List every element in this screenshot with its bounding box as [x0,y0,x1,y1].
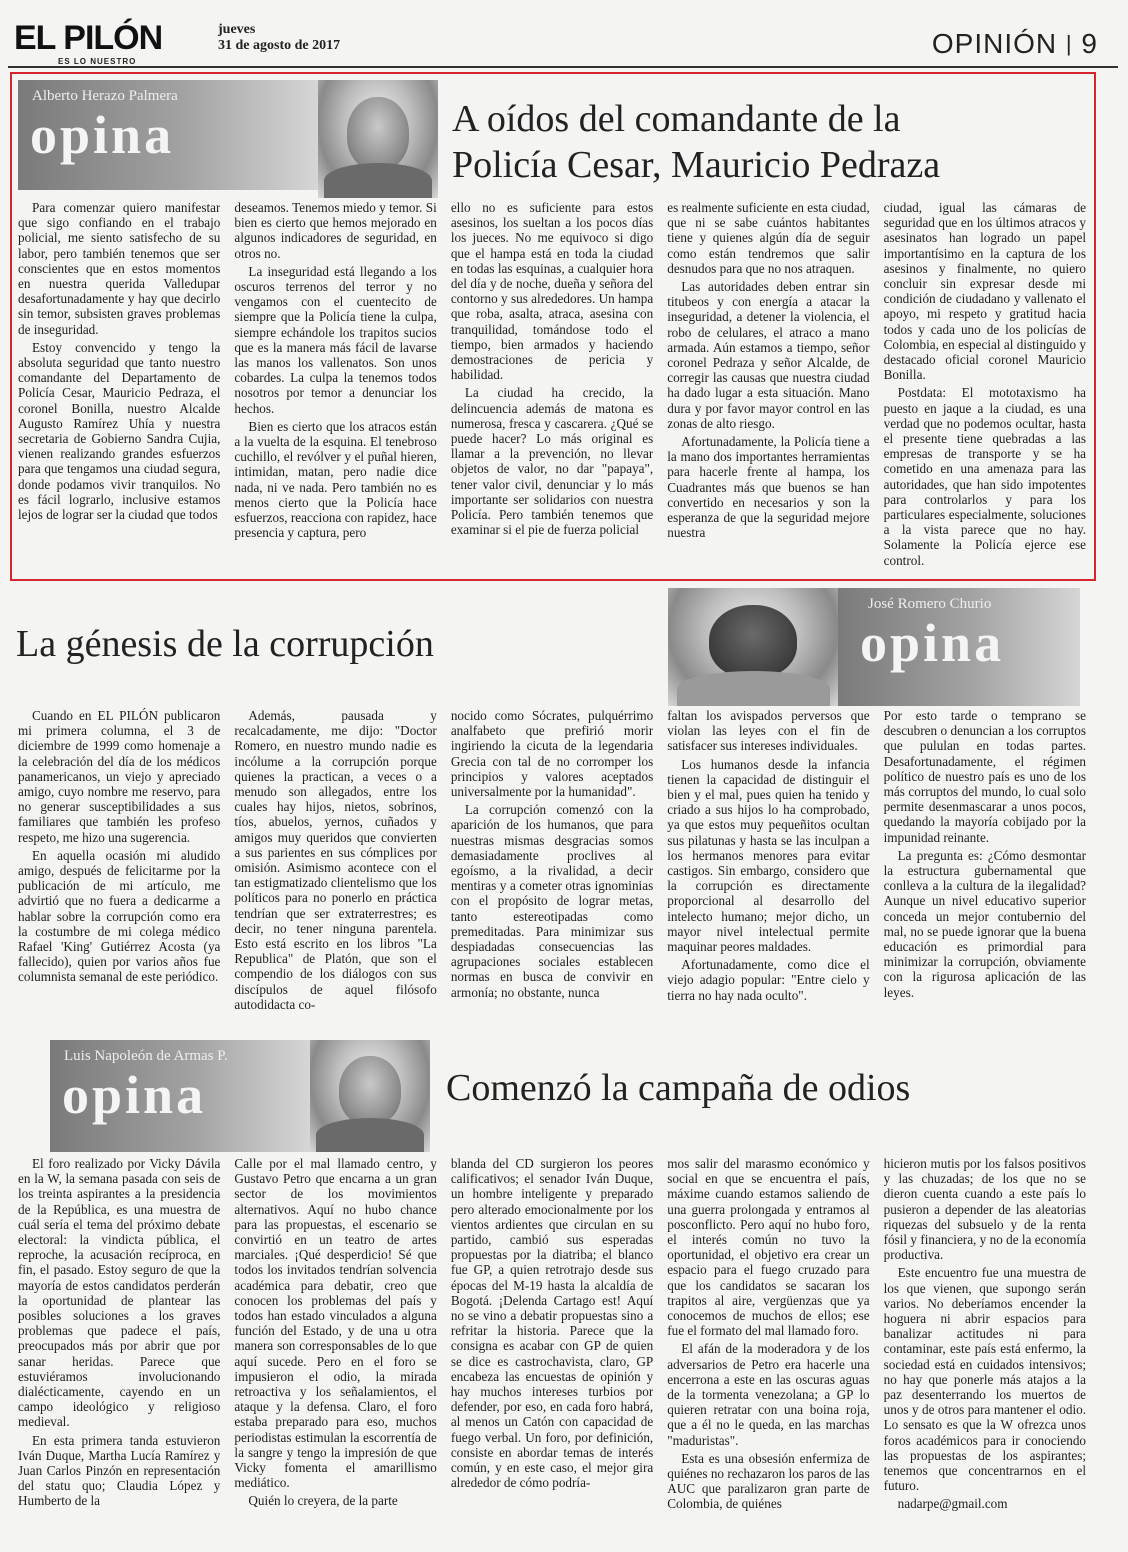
paragraph: Por esto tarde o temprano se descubren o denuncian a los corruptos que pululan en todas partes. Desafortunadamente, el régimen político de nuestro país es uno de los más corruptos del mundo, lo cual solo permite desenmascarar a unos pocos, quedando la mayoría cobijado por la impunidad reinante. [883,708,1087,845]
article-column [884,708,1086,1033]
paragraph: Estoy convencido y tengo la absoluta seguridad que tanto nuestro comandante del Departamento de Policía Cesar, Mauricio Pedraza, el coronel Bonilla, nuestro Alcalde Augusto Ramírez Uhía y nuestra secretaria de Gobierno Sandra Cujia, vienen realizando grandes esfuerzos para que tengamos una ciudad segura, donde podamos vivir tranquilos. No es fácil lograrlo, inclusive estamos lejos de lograr ser la ciudad que todos [18,339,221,523]
article-headline [452,96,1082,188]
author-face [709,605,797,678]
paragraph: La corrupción comenzó con la aparición de los humanos, que para nuestras mismas desgracias somos demasiadamente proclives al egoísmo, a la rivalidad, a decir mentiras y a cometer otras ignominias con el propósito de lograr metas, tanto estereotipadas como premeditadas. Para minimizar sus despiadadas consecuencias las agrupaciones sociales establecen normas en busca de convivir en armonía; no obstante, nunca [450,802,654,1000]
paragraph: La inseguridad está llegando a los oscuros terrenos del terror y no vengamos con el cuentecito de siempre que la Policía tiene la culpa, siempre echándole los trapitos sucios que es la manera más fácil de lavarse las manos los vallenatos. Son unos cobardes. La culpa la tenemos todos nosotros por temor a denunciar los hechos. [234,263,437,416]
paragraph: Afortunadamente, la Policía tiene a la mano dos importantes herramientas para hacerle frente al hampa, los Cuadrantes más que buenos se han convertido en necesarios y son la esperanza de que la seguridad mejore nuestra [667,434,870,541]
article-column [884,1156,1086,1548]
article-column [667,708,869,1033]
paragraph: ciudad, igual las cámaras de seguridad que en los últimos atracos y asesinatos han logrado un papel importantísimo en la captura de los asesinos y finalmente, no quiero concluir sin expresar desde mi condición de ciudadano y vallenato el apoyo, mi respeto y gratitud hacia todos y cada uno de los policías de Colombia, en especial al distinguido y destacado oficial coronel Mauricio Bonilla. [883,200,1087,383]
paragraph: Este encuentro fue una muestra de los que vienen, que supongo serán varios. No deberíamos encender la hoguera ni abrir espacios para banalizar actitudes ni para contaminar, este país está enfermo, la sociedad está en cuidados intensivos; no hay que ponerle más atajos a la paz desenterrando los muertos de unos y de otros para mantener el odio. Lo sensato es que la W ofrezca unos foros académicos para ir conociendo las propuestas de los aspirantes; tenemos que concentrarnos en el futuro. [883,1265,1087,1494]
issue-day: jueves [218,22,256,37]
article-column [18,708,220,1033]
paragraph: ello no es suficiente para estos asesinos, los sueltan a los pocos días los jueces. No me equivoco si digo que el hampa está en toda la ciudad en todas las esquinas, a cualquier hora del día y de noche, dueña y señora del contorno y sus alrededores. Un hampa que roba, asalta, atraca, asesina con tranquilidad, tomándose todo el tiempo, bien armados y haciendo demostraciones de pericia y habilidad. [450,200,654,383]
paragraph: hicieron mutis por los falsos positivos y las chuzadas; de los que no se dieron cuenta cuando a este país lo pusieron a depender de las aleatorias riquezas del subsuelo y de la renta fósil y financiera, y no de la economía productiva. [883,1156,1087,1263]
article-column [667,200,869,570]
newspaper-logo: EL PILÓN [14,19,163,57]
newspaper-tagline: ES LO NUESTRO [58,57,137,66]
issue-date [218,22,340,54]
author-shoulders [677,671,830,706]
masthead-rule [8,66,1118,68]
author-face [347,97,409,170]
author-photo [318,80,438,198]
paragraph: Esta es una obsesión enfermiza de quiénes no rechazaron los paros de las AUC que paralizaron gran parte de Colombia, de quiénes [667,1450,870,1512]
article-body [18,200,1086,570]
article-column [451,708,653,1033]
page-number: 9 [1081,28,1098,59]
article-body [18,1156,1086,1548]
opina-label: opina [860,613,1005,673]
paragraph: Las autoridades deben entrar sin titubeos y con energía a atacar la inseguridad, a detener la violencia, el robo de celulares, el atraco a mano armada. Aún estamos a tiempo, señor coronel Pedraza y señor Alcalde, de corregir las causas que nuestra ciudad ha dado lugar a esta situación. Mano dura y por favor mayor control en las zonas de alto riesgo. [667,279,870,431]
paragraph: Cuando en EL PILÓN publicaron mi primera columna, el 3 de diciembre de 1999 como homenaje a la celebración del día de los médicos panamericanos, un viejo y apreciado amigo, cuyo nombre me reservo, para no generar susceptibilidades a sus familiares que también les profeso respeto, me hizo una sugerencia. [18,708,221,845]
author-photo [668,588,838,706]
paragraph: Quién lo creyera, de la parte [248,1493,398,1509]
section-name: OPINIÓN [931,28,1058,59]
paragraph: Los humanos desde la infancia tienen la capacidad de distinguir el bien y el mal, pues quien ha tenido y criado a sus hijos lo ha comprobado, ya que estos muy pequeñitos ocultan sus pilatunas y hasta se las inculpan a los hermanos menores para evitar castigos. Sin embargo, considero que la corrupción es directamente proporcional al desarrollo del intelecto humano; mejor dicho, un mayor nivel intelectual permite maquinar peores maldades. [667,756,870,955]
paragraph: Calle por el mal llamado centro, y Gustavo Petro que encarna a un gran sector de los movimientos alternativos. Aquí no hubo chance para las propuestas, el escenario se convirtió en un teatro de artes marciales. ¡Qué desperdicio! Sé que todos los invitados tendrían solvencia académica para debatir, creo que conocen los problemas del país y todos han estado vinculados a alguna función del Estado, y de una u otra manera son corresponsables de lo que aquí sucede. Pero en el foro se impusieron el odio, la mirada retroactiva y los señalamientos, el ataque y la defensa. Claro, el foro estaba preparado para eso, muchos periodistas estimulan la escorrentía de la sangre y tengo la impresión de que Vicky fomenta el amarillismo mediático. [234,1156,437,1491]
paragraph: faltan los avispados perversos que violan las leyes con el fin de satisfacer sus intereses individuales. [667,708,870,754]
article-column [451,1156,653,1548]
paragraph: blanda del CD surgieron los peores calificativos; el senador Iván Duque, un hombre inteligente y preparado pero alterado emocionalmente por los vientos ardientes que circulan en su partido, cambió sus esperadas propuestas por la diatriba; el blanco fue GP, a quien retrotrajo desde sus épocas del M-19 hasta la alcaldía de Bogotá. ¡Delenda Cartago est! Aquí no se vino a debatir propuestas sino a refritar la historia. Parece que la consigna es acabar con GP de quien se dice es castrochavista, claro, GP encabeza las encuestas de opinión y hay muchos intereses turbios por defender, por eso, en cada foro habrá, al menos un Catón con capacidad de fuego verbal. Un foro, por definición, consiste en abordar temas de interés común, y en este caso, el mejor gira alrededor de cómo podría- [450,1156,654,1491]
paragraph: deseamos. Tenemos miedo y temor. Si bien es cierto que hemos mejorado en algunos indicadores de seguridad, en otros no. [234,200,437,261]
article-column [18,200,220,570]
section-header [932,28,1098,60]
article-author: Alberto Herazo Palmera [32,88,178,104]
paragraph: mos salir del marasmo económico y social en que se encuentra el país, máxime cuando estamos saliendo de una guerra prolongada y entramos al posconflicto. Pero aquí no hubo foro, el interés común no tuvo la oportunidad, el objetivo era crear un espacio para el fuego cruzado para que los candidatos se sacaran los trapitos al aire, vergüenzas que ya conocemos de muchos de ellos; ese fue el formato del mal llamado foro. [667,1156,870,1339]
article-column [18,1156,220,1548]
paragraph: Bien es cierto que los atracos están a la vuelta de la esquina. El tenebroso cuchillo, el revólver y el puñal hieren, intimidan, matan, pero nadie dice nada, ni ve nada. Pero también no es menos cierto que la Policía hace esfuerzos, reacciona con rapidez, hace presencia y captura, pero [234,418,437,541]
article-column [234,1156,436,1548]
article-headline: Comenzó la campaña de odios [446,1067,911,1109]
paragraph: El afán de la moderadora y de los adversarios de Petro era hacerle una encerrona a este en las oscuras aguas de la tormenta venezolana; a GP lo quieren retratar con una boina roja, que a él no le queda, en las marchas "maduristas". [667,1341,870,1448]
headline-line-1: A oídos del comandante de la [452,98,901,140]
article-author: Luis Napoleón de Armas P. [64,1048,228,1064]
author-face [339,1056,401,1125]
paragraph: Para comenzar quiero manifestar que sigo confiando en el trabajo policial, me siento satisfecho de su labor, pero también tenemos que ser conscientes que en estos momentos en nuestra querida Valledupar desafortunadamente y hay que decirlo sin temor, subsisten graves problemas de inseguridad. [18,200,221,337]
article-column [234,708,436,1033]
paragraph: Afortunadamente, como dice el viejo adagio popular: "Entre cielo y tierra no hay nada oculto". [667,957,870,1003]
paragraph: Además, pausada y recalcadamente, me dijo: "Doctor Romero, en nuestro mundo nadie es incólume a la corrupción porque quienes la practican, a veces o a menudo son allegados, entre los cuales hay hijos, nietos, sobrinos, tíos, abuelos, yernos, cuñados y amigos muy queridos que convierten a sus parientes en sus cómplices por omisión. Asimismo acontece con el tan estigmatizado clientelismo que los políticos para no ponerlo en práctica tendrían que ser extraterrestres; es decir, no tener ninguna parentela. Esto está escrito en los libros "La Republica" de Platón, que son el compendio de los diálogos con sus discípulos de aquel filósofo autodidacta co- [234,708,437,1012]
article-column [234,200,436,570]
headline-line-2: Policía Cesar, Mauricio Pedraza [452,144,941,186]
paragraph: Postdata: El mototaxismo ha puesto en jaque a la ciudad, es una verdad que no podemos ocultar, hasta el presente tiene quebradas a las empresas de transporte y se ha cometido en una amenaza para las autoridades, que han sido impotentes para controlarlos y para los particulares especialmente, soluciones a la vista parece que no hay. Solamente la Policía ejerce ese control. [883,385,1087,568]
article-column [667,1156,869,1548]
article-column [884,200,1086,570]
paragraph: La ciudad ha crecido, la delincuencia además de matona es numerosa, fresca y cascarera. ¿Qué se puede hacer? Lo más original es llamar a la prevención, no llevar objetos de valor, no dar "papaya", tener valor civil, denunciar y lo más importante ser solidarios con nuestra Policía. Pero también tenemos que examinar si el pie de fuerza policial [450,385,654,538]
section-divider: | [1065,31,1073,56]
paragraph: es realmente suficiente en esta ciudad, que ni se sabe cuántos habitantes tiene y quienes algún día de seguir como están tendremos que salir desnudos para que no nos atraquen. [667,200,870,276]
author-email[interactable]: nadarpe@gmail.com [897,1496,1008,1512]
opina-banner [18,80,318,190]
opina-label: opina [30,105,175,165]
article-headline: La génesis de la corrupción [16,623,434,665]
paragraph: En esta primera tanda estuvieron Iván Duque, Martha Lucía Ramírez y Juan Carlos Pinzón en representación del statu quo; Claudia López y Humberto de la [18,1432,221,1509]
opina-banner [838,588,1080,706]
author-shoulders [324,163,432,198]
issue-date-text: 31 de agosto de 2017 [218,38,341,53]
paragraph: En aquella ocasión mi aludido amigo, después de felicitarme por la publicación de mi artículo, me advirtió que no fuera a dedicarme a hablar sobre la corrupción como era la costumbre de mi colega médico Rafael 'King' Gutiérrez Acosta (ya fallecido), quien por varios años fue columnista semanal de este periódico. [18,847,221,985]
paragraph: El foro realizado por Vicky Dávila en la W, la semana pasada con seis de los treinta aspirantes a la presidencia de la República, es una muestra de cuál sería el tema del próximo debate electoral: la vindicta pública, el reproche, la acusación recíproca, en fin, el pasado. Estoy seguro de que la mayoría de estos candidatos perderán la oportunidad de plantear las posibles soluciones a los graves problemas que padece el país, preocupados más por abrir que por sanar heridas. Parece que estuviéramos involucionando dialécticamente, cayendo en un campo ideológico y religioso medieval. [18,1156,221,1430]
opina-label: opina [62,1065,207,1125]
article-body [18,708,1086,1033]
opina-banner [50,1040,310,1152]
paragraph: La pregunta es: ¿Cómo desmontar la estructura gubernamental que conlleva a la cultura de la ilegalidad? Aunque un nivel educativo superior conceda un mejor contubernio del mal, no se puede ignorar que la buena educación es primordial para minimizar la corrupción, obviamente con la rigurosa aplicación de las leyes. [883,847,1087,1000]
paragraph: nocido como Sócrates, pulquérrimo analfabeto que prefirió morir ingiriendo la cicuta de la legendaria Grecia con tal de no corromper los principios y valores aceptados universalmente por la humanidad". [450,708,654,800]
article-author: José Romero Churio [868,596,992,612]
article-column [451,200,653,570]
author-shoulders [316,1118,424,1152]
author-photo [310,1040,430,1152]
